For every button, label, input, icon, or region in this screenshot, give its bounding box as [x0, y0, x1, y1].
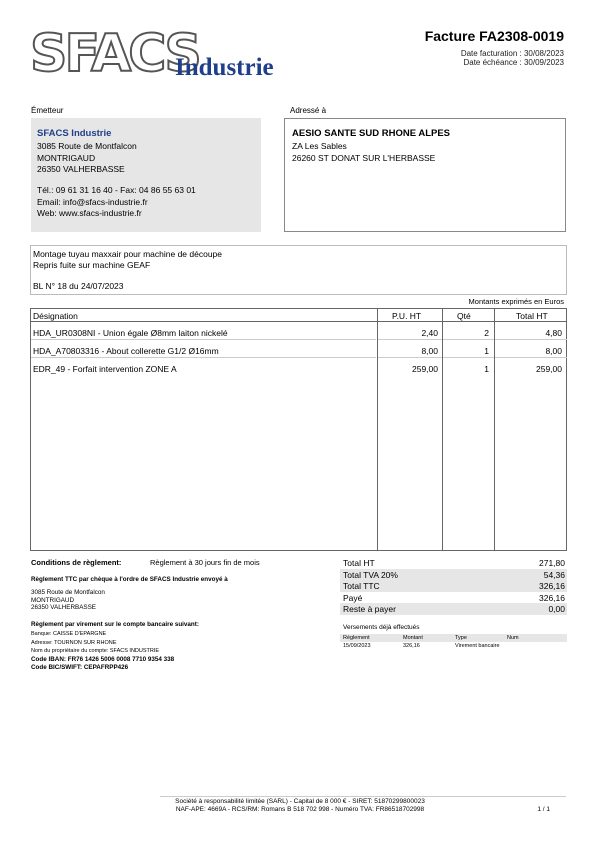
table-row [31, 326, 566, 340]
bank-address: Adresse: TOURNON SUR RHONE [31, 640, 117, 646]
row-designation: HDA_A70803316 - About collerette G1/2 Ø16mm [33, 346, 219, 356]
row-designation: EDR_49 - Forfait intervention ZONE A [33, 364, 177, 374]
delivery-note-ref: BL N° 18 du 24/07/2023 [33, 281, 124, 291]
recipient-label: Adressé à [290, 106, 327, 115]
row-divider [443, 339, 494, 340]
page-number: 1 / 1 [537, 806, 550, 813]
remaining-row [340, 603, 567, 615]
company-logo [30, 24, 290, 84]
account-owner: Nom du propriétaire du compte: SFACS INDUSTRIE [31, 648, 160, 654]
row-divider [31, 339, 376, 340]
header-divider [31, 321, 566, 322]
currency-note: Montants exprimés en Euros [468, 297, 564, 306]
header-unit-price: P.U. HT [392, 311, 422, 321]
payment-type: Virement bancaire [455, 643, 500, 649]
header-quantity: Qté [457, 311, 471, 321]
recipient-name: AESIO SANTE SUD RHONE ALPES [292, 128, 451, 139]
due-date: Date échéance : 30/09/2023 [463, 58, 564, 67]
payments-header-montant: Montant [403, 635, 423, 641]
row-divider [495, 357, 567, 358]
total-ttc-row [340, 580, 567, 592]
emitter-postal: 26350 VALHERBASSE [37, 164, 125, 174]
total-ht-row [340, 557, 567, 569]
transfer-title: Règlement par virement sur le compte bancaire suivant: [31, 621, 199, 628]
iban-code: Code IBAN: FR76 1426 5006 0008 7710 9354 338 [31, 656, 175, 663]
row-total: 4,80 [545, 328, 562, 338]
conditions-label: Conditions de règlement: [31, 558, 122, 567]
row-divider [378, 339, 442, 340]
total-value: 326,16 [539, 592, 565, 603]
row-divider [378, 357, 442, 358]
invoice-date: Date facturation : 30/08/2023 [460, 49, 564, 58]
row-quantity: 1 [484, 364, 489, 374]
emitter-label: Émetteur [31, 106, 64, 115]
emitter-web: Web: www.sfacs-industrie.fr [37, 208, 142, 218]
conditions-value: Règlement à 30 jours fin de mois [150, 558, 260, 567]
payments-header-type: Type [455, 635, 467, 641]
description-line-1: Montage tuyau maxxair pour machine de découpe [33, 249, 223, 259]
total-value: 271,80 [539, 558, 565, 568]
row-total: 8,00 [545, 346, 562, 356]
emitter-city: MONTRIGAUD [37, 153, 96, 163]
row-total: 259,00 [536, 364, 562, 374]
paid-row [340, 592, 567, 604]
recipient-address: ZA Les Sables [292, 141, 347, 151]
total-value: 326,16 [539, 581, 565, 591]
recipient-postal: 26260 ST DONAT SUR L'HERBASSE [292, 153, 436, 163]
total-label: Total TTC [343, 581, 380, 591]
footer-legal-1: Société à responsabilité limitée (SARL) - Capital de 8 000 € - SIRET: 51870299800023 [175, 798, 425, 805]
header-total: Total HT [516, 311, 548, 321]
total-label: Total HT [343, 558, 375, 568]
bank-name: Banque: CAISSE D'EPARGNE [31, 631, 107, 637]
payments-header-num: Num [507, 635, 519, 641]
emitter-phone: Tél.: 09 61 31 16 40 - Fax: 04 86 55 63 01 [37, 185, 196, 195]
description-line-2: Repris fuite sur machine GEAF [33, 260, 151, 270]
table-row [31, 344, 566, 358]
items-table [30, 308, 567, 551]
payments-header [340, 634, 567, 642]
total-label: Reste à payer [343, 604, 396, 614]
total-tva-row [340, 569, 567, 581]
row-divider [495, 339, 567, 340]
cheque-address-3: 26350 VALHERBASSE [31, 604, 96, 611]
table-row [31, 362, 566, 376]
row-quantity: 2 [484, 328, 489, 338]
cheque-address-1: 3085 Route de Montfalcon [31, 589, 105, 596]
emitter-name: SFACS Industrie [37, 128, 112, 139]
row-divider [31, 357, 376, 358]
logo-sfacs-text: SFACS [30, 24, 199, 84]
logo-industrie-text: Industrie [175, 54, 274, 81]
invoice-title: Facture FA2308-0019 [424, 28, 564, 44]
payment-date: 15/09/2023 [343, 643, 371, 649]
payments-header-reglement: Règlement [343, 635, 370, 641]
header-designation: Désignation [33, 311, 78, 321]
row-unit-price: 2,40 [421, 328, 438, 338]
row-quantity: 1 [484, 346, 489, 356]
total-label: Payé [343, 592, 363, 603]
cheque-address-2: MONTRIGAUD [31, 597, 75, 604]
emitter-address: 3085 Route de Montfalcon [37, 141, 137, 151]
total-value: 0,00 [548, 604, 565, 614]
total-value: 54,36 [543, 569, 565, 580]
payment-amount: 326,16 [403, 643, 420, 649]
recipient-box [284, 118, 566, 232]
invoice-description [30, 245, 567, 295]
cheque-title: Règlement TTC par chèque à l'ordre de SFACS Industrie envoyé à [31, 576, 228, 583]
payments-title: Versements déjà effectués [343, 624, 420, 631]
row-divider [443, 357, 494, 358]
emitter-box [31, 118, 261, 232]
row-unit-price: 8,00 [421, 346, 438, 356]
bic-code: Code BIC/SWIFT: CEPAFRPP426 [31, 664, 129, 671]
row-designation: HDA_UR0308NI - Union égale Ø8mm laiton nickelé [33, 328, 228, 338]
total-label: Total TVA 20% [343, 569, 398, 580]
footer-divider [160, 796, 566, 797]
row-unit-price: 259,00 [412, 364, 438, 374]
emitter-email: Email: info@sfacs-industrie.fr [37, 197, 148, 207]
payments-table [340, 634, 567, 654]
footer-legal-2: NAF-APE: 4669A - RCS/RM: Romans B 518 702 998 - Numéro TVA: FR86518702998 [175, 806, 425, 813]
